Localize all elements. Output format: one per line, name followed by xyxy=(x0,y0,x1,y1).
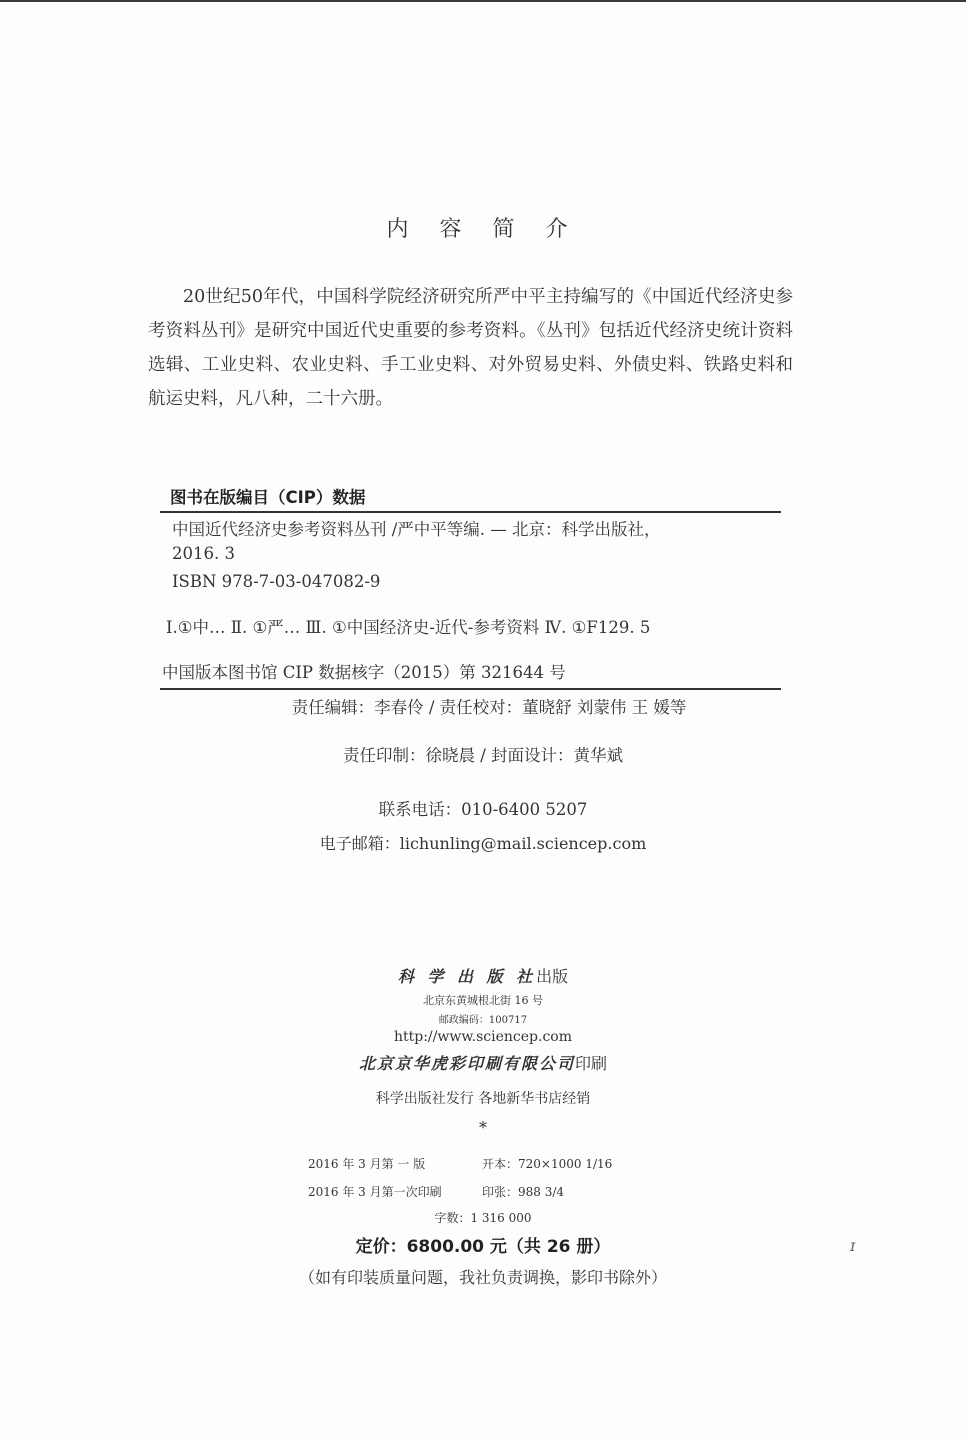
cip-bottom-rule xyxy=(160,688,781,690)
cip-classification: Ⅰ.①中… Ⅱ. ①严… Ⅲ. ①中国经济史-近代-参考资料 Ⅳ. ①F129. 5 xyxy=(166,618,651,637)
distribution-line: 科学出版社发行 各地新华书店经销 xyxy=(375,1091,591,1107)
cip-isbn: ISBN 978-7-03-047082-9 xyxy=(172,572,381,591)
cip-top-rule xyxy=(160,511,781,513)
publisher-line xyxy=(0,964,966,987)
cip-check-number: 中国版本图书馆 CIP 数据核字（2015）第 321644 号 xyxy=(162,663,566,682)
printer-suffix: 印刷 xyxy=(575,1054,608,1073)
credits-editors: 责任编辑：李春伶 / 责任校对：董晓舒 刘蒙伟 王 媛等 xyxy=(291,698,687,717)
format-size: 开本：720×1000 1/16 xyxy=(482,1157,613,1171)
credits-print-design: 责任印制：徐晓晨 / 封面设计：黄华斌 xyxy=(342,746,624,765)
cip-heading: 图书在版编目（CIP）数据 xyxy=(170,488,366,507)
publisher-postcode: 邮政编码：100717 xyxy=(438,1015,528,1026)
publisher-suffix: 出版 xyxy=(536,967,569,986)
intro-paragraph xyxy=(148,280,793,416)
contact-email: 电子邮箱：lichunling@mail.sciencep.com xyxy=(319,834,647,853)
quality-note: （如有印装质量问题，我社负责调换，影印书除外） xyxy=(298,1268,667,1287)
top-border xyxy=(0,0,966,2)
contact-phone: 联系电话：010-6400 5207 xyxy=(378,800,588,819)
publisher-logo-text: 科 学 出 版 社 xyxy=(397,967,537,986)
print-sheets: 印张：988 3/4 xyxy=(482,1185,565,1199)
intro-text: 20世纪50年代，中国科学院经济研究所严中平主持编写的《中国近代经济史参考资料丛刊》是研究中国近代史重要的参考资料。《丛刊》包括近代经济史统计资料选辑、工业史料、农业史料、手工业史料、对外贸易史料、外债史料、铁路史料和航运史料，凡八种，二十六册。 xyxy=(148,287,793,409)
printer-name: 北京京华虎彩印刷有限公司 xyxy=(358,1054,575,1073)
price: 定价：6800.00 元（共 26 册） xyxy=(355,1237,611,1257)
printer-line xyxy=(0,1051,966,1074)
publisher-address: 北京东黄城根北街 16 号 xyxy=(423,994,543,1007)
publisher-url: http://www.sciencep.com xyxy=(393,1029,572,1045)
cip-record-date: 2016. 3 xyxy=(172,544,235,563)
cip-record-line: 中国近代经济史参考资料丛刊 /严中平等编. — 北京：科学出版社， xyxy=(172,520,661,539)
print-date: 2016 年 3 月第一次印刷 xyxy=(308,1185,442,1199)
page-title: 内 容 简 介 xyxy=(386,217,580,242)
separator-star: * xyxy=(479,1118,487,1137)
word-count: 字数：1 316 000 xyxy=(434,1211,532,1225)
margin-mark: ɪ xyxy=(850,1236,856,1255)
edition-date: 2016 年 3 月第 一 版 xyxy=(308,1157,426,1171)
